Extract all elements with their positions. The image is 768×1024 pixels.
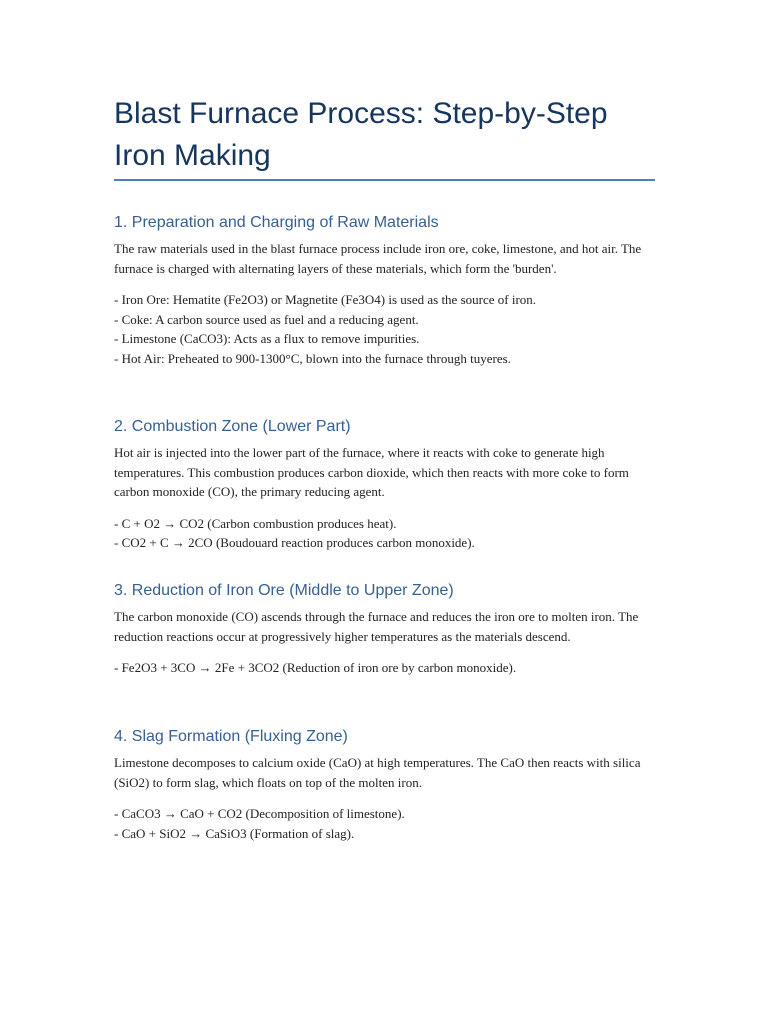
section-raw-materials (114, 213, 655, 368)
section-heading: 4. Slag Formation (Fluxing Zone) (114, 728, 348, 745)
document-title: Blast Furnace Process: Step-by-Step Iron Making (114, 97, 608, 172)
list-item: - Coke: A carbon source used as fuel and a reducing agent. (114, 311, 419, 327)
section-heading: 1. Preparation and Charging of Raw Materials (114, 214, 439, 231)
list-item: - CaCO3 → CaO + CO2 (Decomposition of limestone). (114, 806, 405, 821)
section-heading: 3. Reduction of Iron Ore (Middle to Upper Zone) (114, 582, 454, 599)
list-item: - Hot Air: Preheated to 900-1300°C, blown into the furnace through tuyeres. (114, 350, 511, 366)
section-heading: 2. Combustion Zone (Lower Part) (114, 418, 351, 435)
section-paragraph: The carbon monoxide (CO) ascends through the furnace and reduces the iron ore to molten iron. The reduction reactions occur at progressively higher temperatures as the materials descend. (114, 609, 639, 644)
list-item: - Limestone (CaCO3): Acts as a flux to remove impurities. (114, 331, 420, 346)
section-combustion-zone (114, 417, 655, 553)
section-item-list (114, 290, 655, 368)
list-item: - CO2 + C → 2CO (Boudouard reaction produces carbon monoxide). (114, 535, 475, 550)
section-paragraph: Hot air is injected into the lower part of the furnace, where it reacts with coke to generate high temperatures. This combustion produces carbon dioxide, which then reacts with more coke to form carbon monoxide (CO), the primary reducing agent. (114, 445, 629, 499)
section-slag-formation (114, 727, 655, 843)
section-paragraph: The raw materials used in the blast furnace process include iron ore, coke, limestone, and hot air. The furnace is charged with alternating layers of these materials, which form the 'burden'. (114, 241, 642, 276)
section-paragraph: Limestone decomposes to calcium oxide (CaO) at high temperatures. The CaO then reacts with silica (SiO2) to form slag, which floats on top of the molten iron. (114, 755, 641, 790)
list-item: - CaO + SiO2 → CaSiO3 (Formation of slag). (114, 825, 355, 841)
section-item-list (114, 804, 655, 843)
title-underline-rule (114, 179, 655, 181)
section-item-list (114, 658, 655, 678)
list-item: - Iron Ore: Hematite (Fe2O3) or Magnetite (Fe3O4) is used as the source of iron. (114, 292, 537, 307)
section-item-list (114, 514, 655, 553)
list-item: - C + O2 → CO2 (Carbon combustion produces heat). (114, 515, 397, 531)
section-iron-ore-reduction (114, 581, 655, 678)
list-item: - Fe2O3 + 3CO → 2Fe + 3CO2 (Reduction of iron ore by carbon monoxide). (114, 660, 517, 675)
